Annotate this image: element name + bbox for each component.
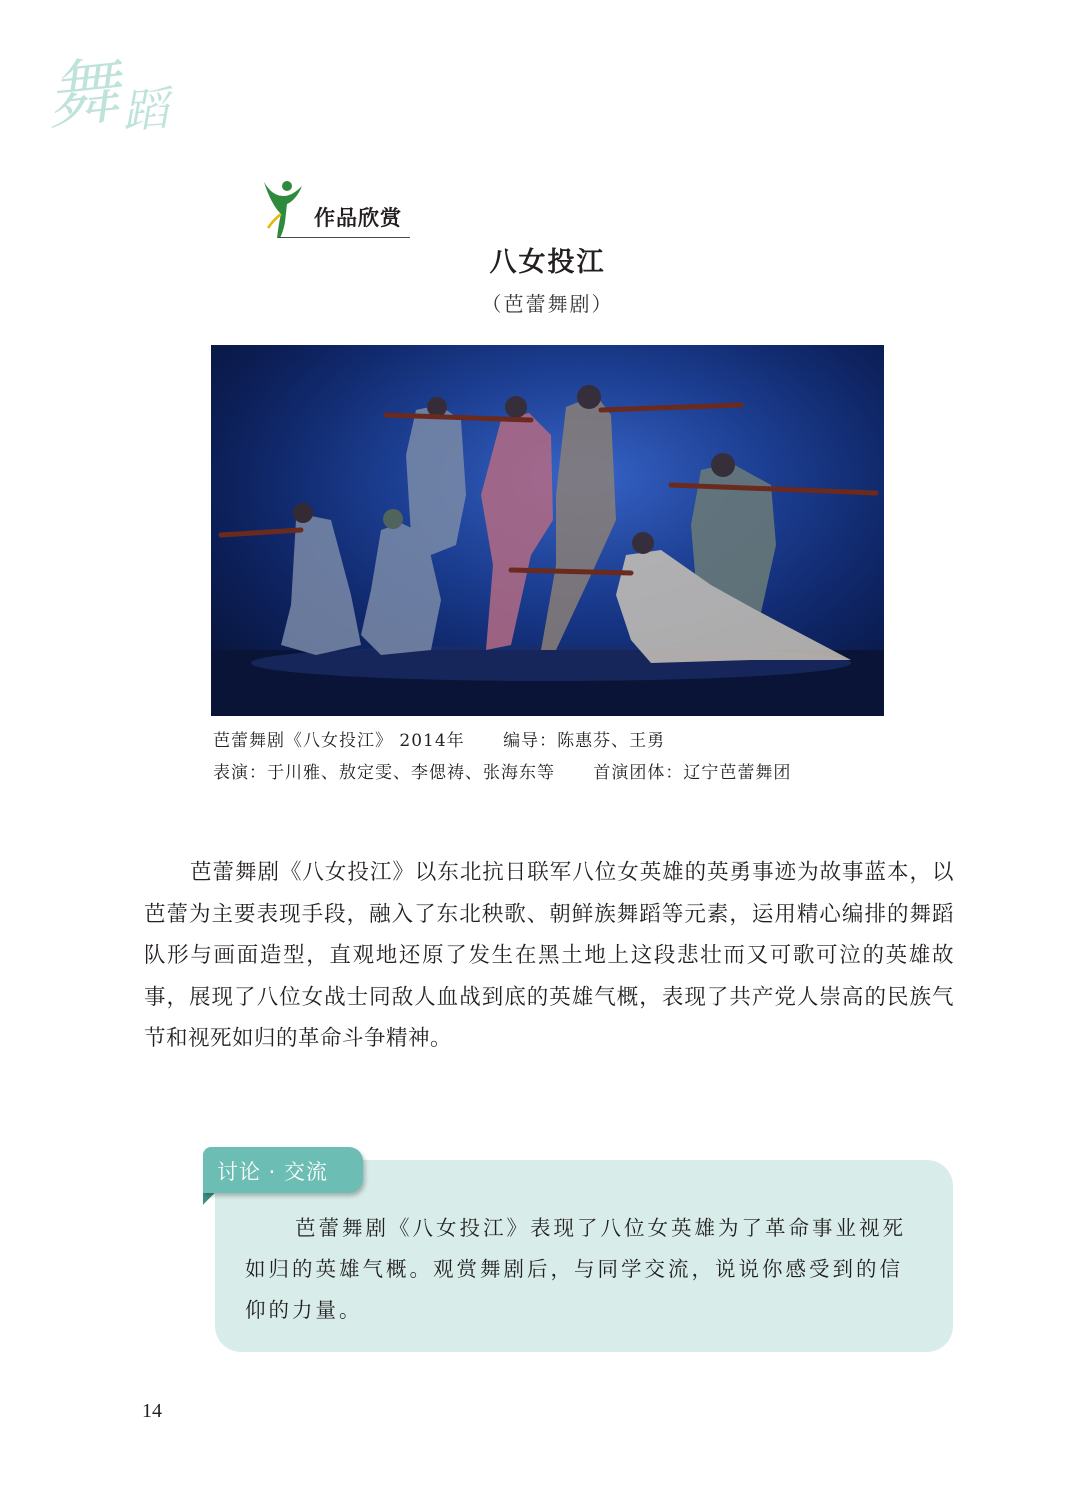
photo-caption-line-2: 表演：于川雅、敖定雯、李偲祷、张海东等 首演团体：辽宁芭蕾舞团 bbox=[213, 763, 792, 783]
work-title: 八女投江 bbox=[489, 247, 606, 278]
ballet-performance-photo bbox=[211, 345, 884, 716]
body-paragraph: 芭蕾舞剧《八女投江》以东北抗日联军八位女英雄的英勇事迹为故事蓝本，以芭蕾为主要表现手段，融入了东北秧歌、朝鲜族舞蹈等元素，运用精心编排的舞蹈队形与画面造型，直观地还原了发生在黑土地上这段悲壮而又可歌可泣的英雄故事，展现了八位女战士同敌人血战到底的英雄气概，表现了共产党人崇高的民族气节和视死如归的革命斗争精神。 bbox=[144, 860, 954, 1051]
brand-char-2: 蹈 bbox=[120, 81, 171, 139]
page-number: 14 bbox=[142, 1400, 162, 1422]
photo-caption-line-1: 芭蕾舞剧《八女投江》 2014年 编导：陈惠芬、王勇 bbox=[213, 731, 666, 751]
photo-illustration bbox=[211, 345, 884, 716]
brand-watermark bbox=[44, 36, 184, 146]
brand-char-1: 舞 bbox=[42, 48, 123, 140]
discussion-tab-label: 讨论 · 交流 bbox=[217, 1160, 329, 1184]
dancer-icon bbox=[260, 178, 304, 238]
section-label: 作品欣赏 bbox=[314, 206, 402, 230]
discussion-tab bbox=[203, 1147, 363, 1193]
section-heading bbox=[260, 178, 412, 240]
discussion-tab-fold bbox=[203, 1193, 215, 1205]
work-subtitle: （芭蕾舞剧） bbox=[481, 292, 614, 316]
discussion-text: 芭蕾舞剧《八女投江》表现了八位女英雄为了革命事业视死如归的英雄气概。观赏舞剧后，与同学交流，说说你感受到的信仰的力量。 bbox=[245, 1216, 906, 1322]
section-underline bbox=[278, 237, 410, 238]
